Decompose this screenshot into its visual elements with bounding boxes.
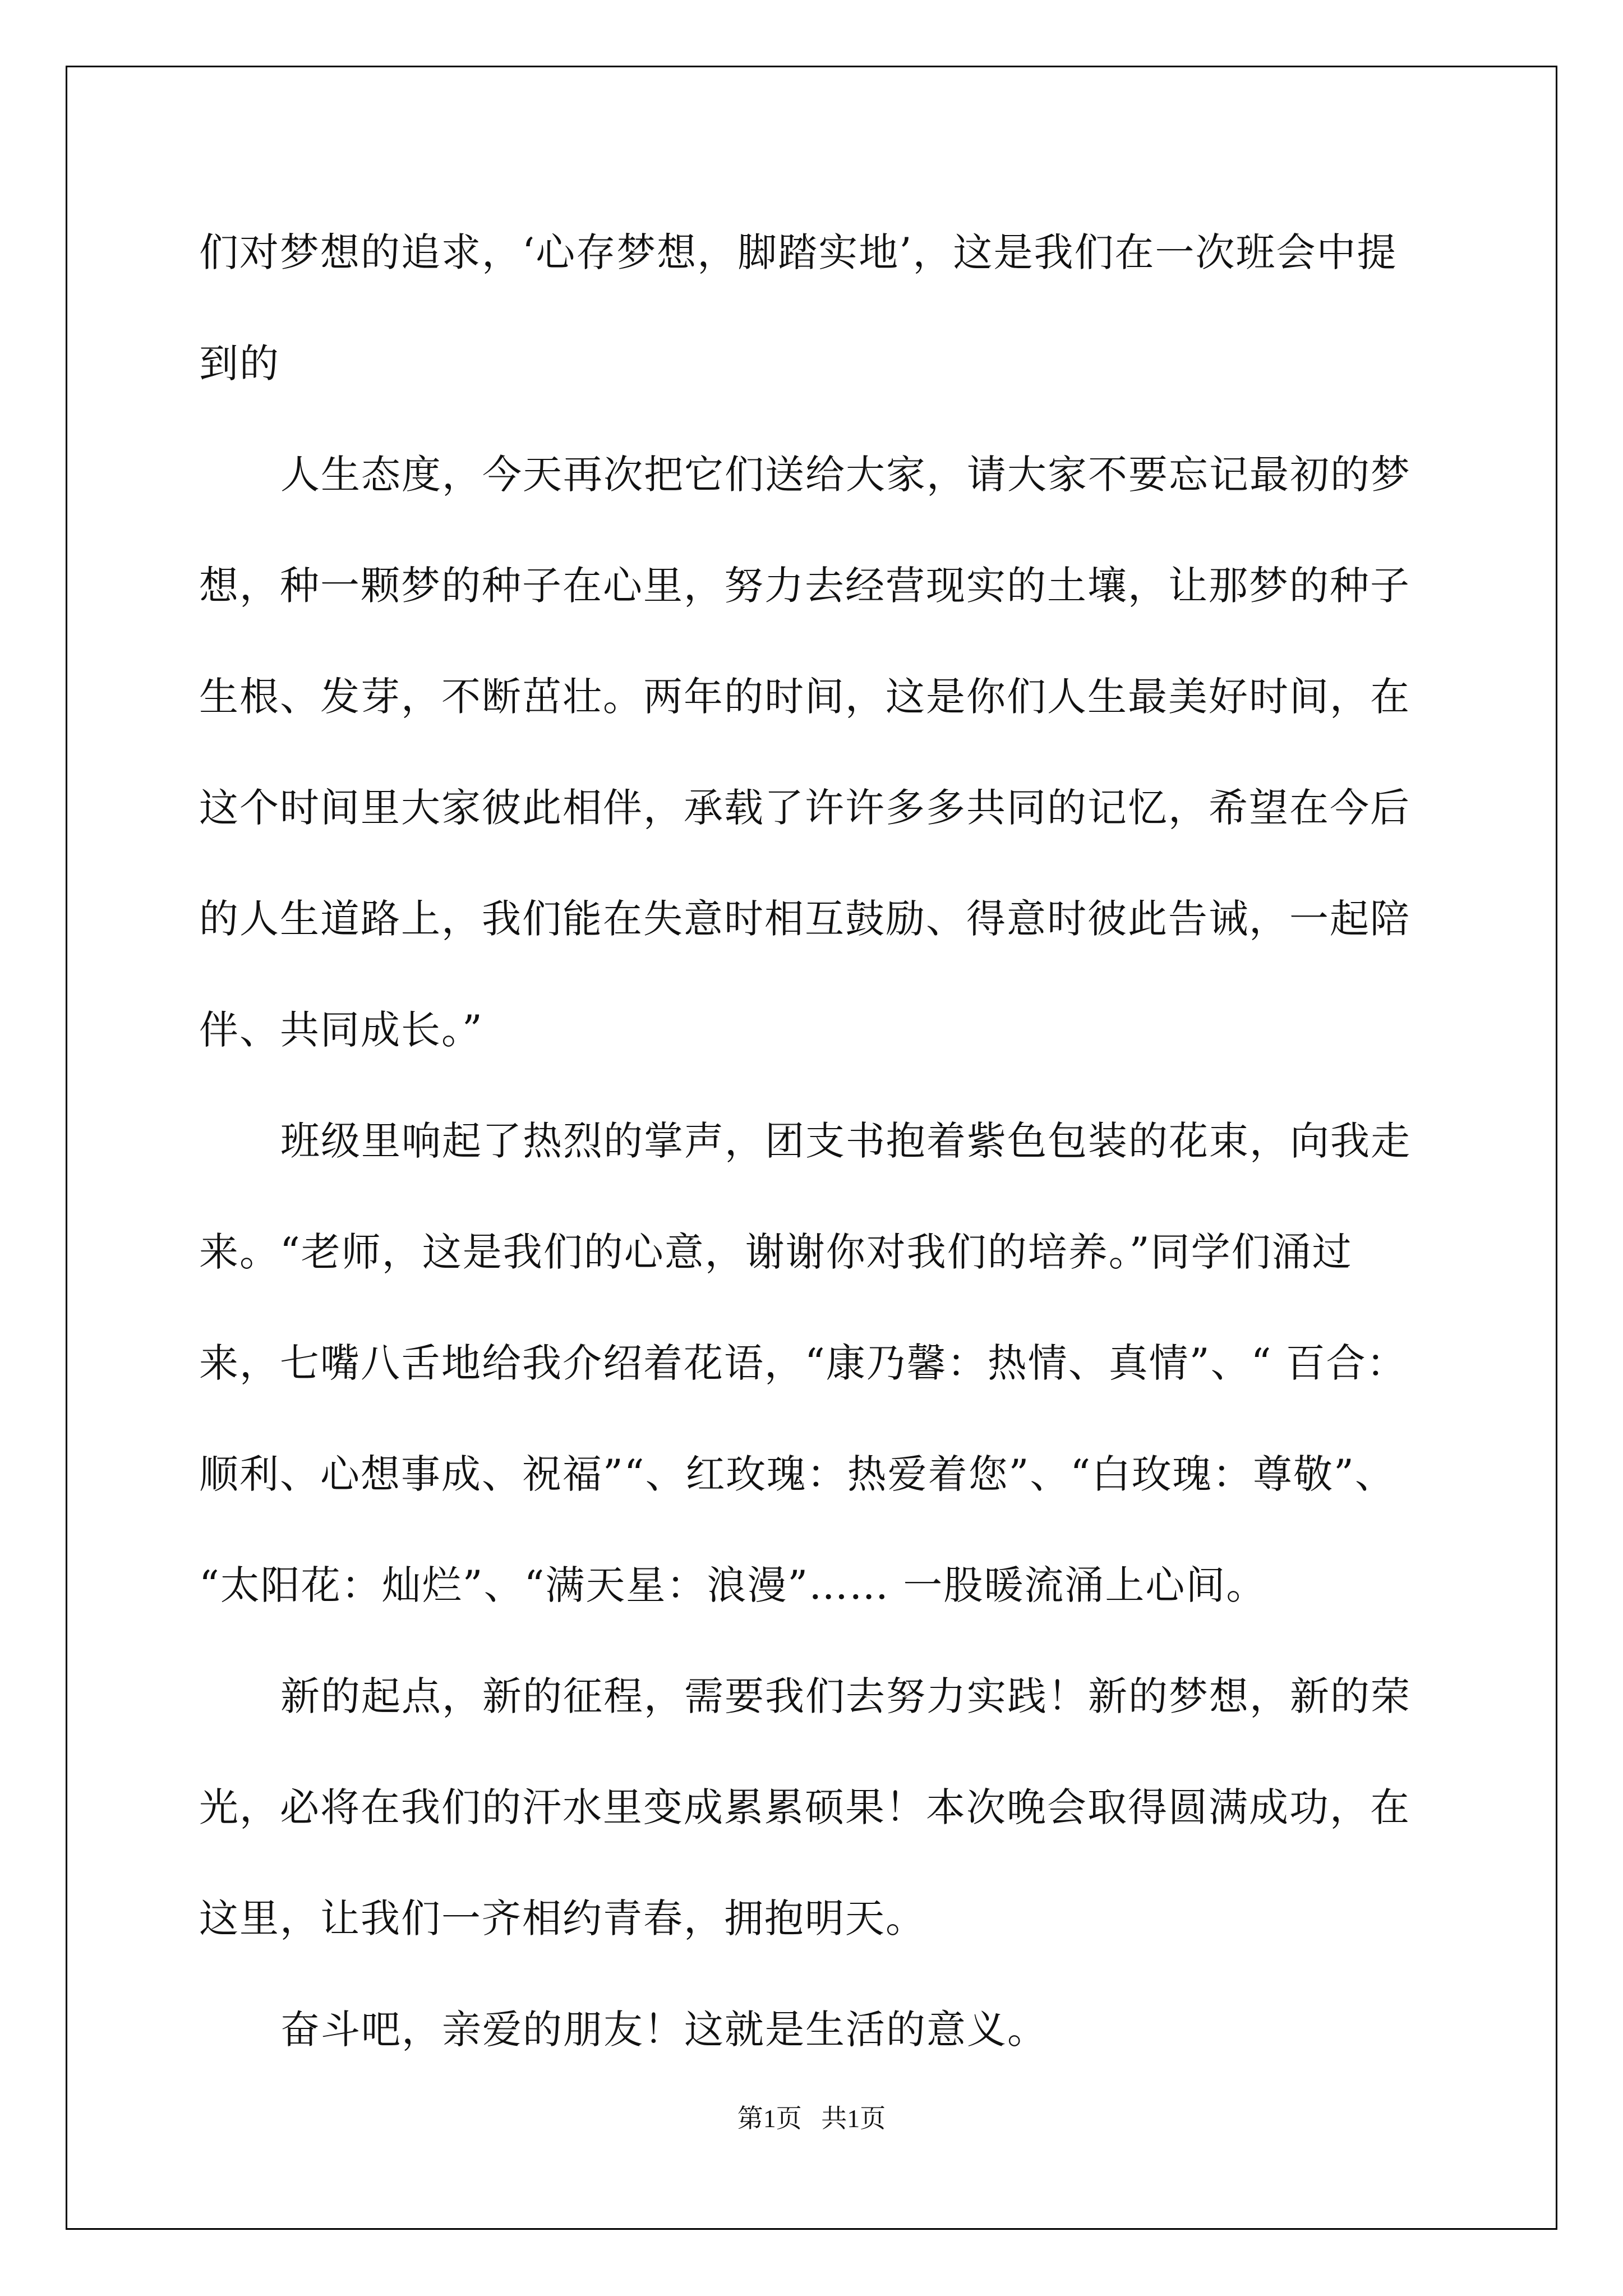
paragraph-start-line: 人生态度，今天再次把它们送给大家，请大家不要忘记最初的梦 — [280, 452, 1411, 498]
page-number-footer: 第1页 共1页 — [737, 2104, 886, 2133]
text-line: 的人生道路上，我们能在失意时相互鼓励、得意时彼此告诫，一起陪 — [199, 896, 1410, 942]
text-line: 这个时间里大家彼此相伴，承载了许许多多共同的记忆，希望在今后 — [199, 785, 1410, 831]
text-line: 伴、共同成长。” — [199, 1007, 483, 1053]
text-line: 到的 — [199, 341, 280, 386]
paragraph-start-line: 新的起点，新的征程，需要我们去努力实践！新的梦想，新的荣 — [280, 1673, 1411, 1719]
text-line: 来，七嘴八舌地给我介绍着花语，“康乃馨：热情、真情”、“ 百合： — [199, 1340, 1407, 1386]
text-line: “太阳花：灿烂”、“满天星：浪漫”…… 一股暖流涌上心间。 — [199, 1562, 1267, 1608]
text-line: 生根、发芽，不断茁壮。两年的时间，这是你们人生最美好时间，在 — [199, 674, 1410, 720]
text-line: 光，必将在我们的汗水里变成累累硕果！本次晚会取得圆满成功，在 — [199, 1784, 1410, 1830]
text-line: 想，种一颗梦的种子在心里，努力去经营现实的土壤，让那梦的种子 — [199, 563, 1410, 609]
text-line: 来。“老师，这是我们的心意，谢谢你对我们的培养。”同学们涌过 — [199, 1229, 1353, 1275]
paragraph-start-line: 奋斗吧，亲爱的朋友！这就是生活的意义。 — [280, 2007, 1048, 2053]
text-line: 这里，让我们一齐相约青春，拥抱明天。 — [199, 1895, 926, 1941]
text-line: 们对梦想的追求，‘心存梦想，脚踏实地’，这是我们在一次班会中提 — [199, 229, 1398, 275]
document-body — [199, 210, 1433, 2099]
text-line: 顺利、心想事成、祝福”“、红玫瑰：热爱着您”、“白玫瑰：尊敬”、 — [199, 1451, 1395, 1497]
paragraph-start-line: 班级里响起了热烈的掌声，团支书抱着紫色包装的花束，向我走 — [280, 1118, 1411, 1164]
